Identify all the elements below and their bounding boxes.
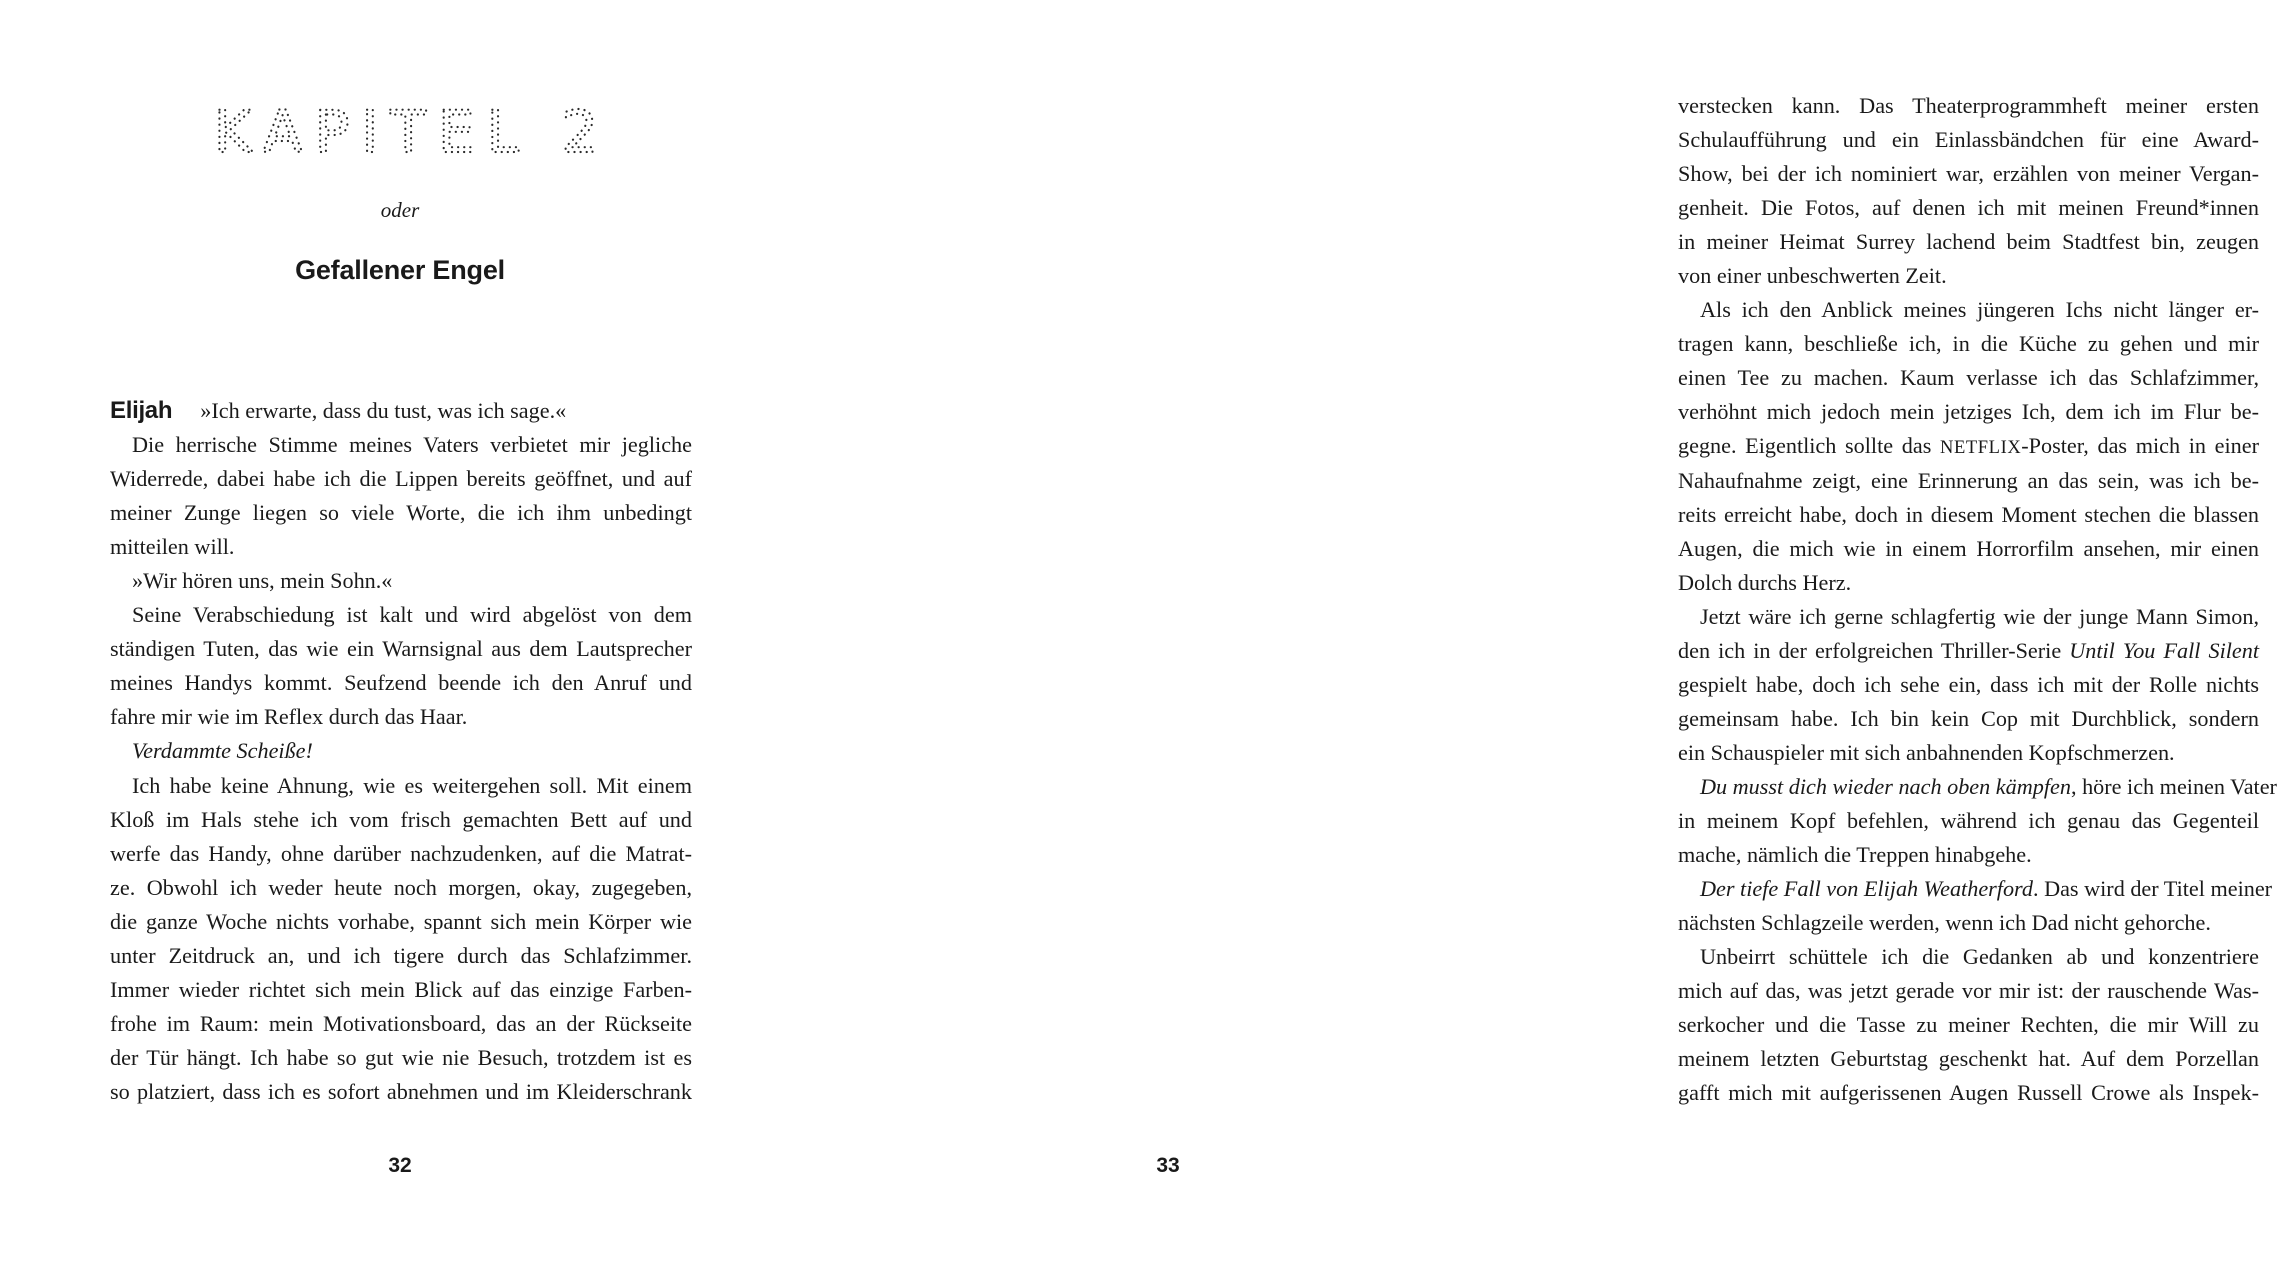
text-line: Widerrede, dabei habe ich die Lippen bereits geöffnet, und auf [110, 466, 692, 492]
page-number: 32 [388, 1154, 412, 1177]
text-line: Die herrische Stimme meines Vaters verbietet mir jegliche [132, 432, 692, 458]
text-line: Schulaufführung und ein Einlassbändchen für eine Award- [1678, 127, 2259, 153]
text-line: gemeinsam habe. Ich bin kein Cop mit Durchblick, sondern [1678, 705, 2259, 731]
text-line: Augen, die mich wie in einem Horrorfilm ansehen, mir einen [1678, 535, 2259, 561]
page-number: 33 [1156, 1154, 1180, 1177]
text-line: Kloß im Hals stehe ich vom frisch gemachten Bett auf und [110, 806, 692, 832]
text-line: Als ich den Anblick meines jüngeren Ichs nicht länger er- [1700, 297, 2259, 323]
text-line: verstecken kann. Das Theaterprogrammheft meiner ersten [1678, 93, 2259, 118]
text-line: nächsten Schlagzeile werden, wenn ich Dad nicht gehorche. [1678, 910, 2211, 936]
text-line: Show, bei der ich nominiert war, erzählen von meiner Vergan- [1678, 161, 2259, 187]
text-line: der Tür hängt. Ich habe so gut wie nie Besuch, trotzdem ist es [110, 1044, 692, 1070]
text-span: den ich in der erfolgreichen Thriller-Serie [1678, 637, 2070, 663]
text-line: so platziert, dass ich es sofort abnehmen und im Kleiderschrank [110, 1078, 692, 1104]
text-line: ze. Obwohl ich weder heute noch morgen, okay, zugegeben, [110, 874, 692, 900]
text-line [1678, 634, 2259, 668]
text-line: mich auf das, was jetzt gerade vor mir ist: der rauschende Was- [1678, 978, 2259, 1004]
text-line: ein Schauspieler mit sich anbahnenden Kopfschmerzen. [1678, 739, 2175, 765]
text-line [1678, 872, 2273, 906]
chapter-label-text: KAPITEL 2 [213, 98, 611, 166]
text-span: -Poster, das mich in einer [2021, 433, 2260, 459]
series-title: Until You Fall Silent [2069, 637, 2260, 663]
text-line: Unbeirrt schüttele ich die Gedanken ab und konzentriere [1700, 944, 2259, 970]
italic-headline: Der tiefe Fall von Elijah Weatherford [1700, 876, 2033, 902]
right-page [800, 0, 2277, 1274]
left-page [0, 0, 800, 1274]
left-body-text [110, 394, 692, 1109]
pov-name: Elijah [110, 397, 173, 424]
text-line: in meiner Heimat Surrey lachend beim Stadtfest bin, zeugen [1678, 229, 2259, 255]
text-line: meines Handys kommt. Seufzend beende ich den Anruf und [110, 670, 692, 696]
text-line: von einer unbeschwerten Zeit. [1678, 263, 1947, 289]
text-line: Immer wieder richtet sich mein Blick auf das einzige Farben- [110, 976, 692, 1002]
italic-thought: Du musst dich wieder nach oben kämpfen [1700, 773, 2071, 799]
text-line [1678, 770, 2277, 804]
netflix-smallcaps: NETFLIX [1940, 438, 2022, 459]
text-line: Nahaufnahme zeigt, eine Erinnerung an das sein, was ich be- [1678, 467, 2259, 493]
text-line: frohe im Raum: mein Motivationsboard, das an der Rückseite [110, 1010, 692, 1036]
text-span: gegne. Eigentlich sollte das [1678, 433, 1941, 459]
text-line: »Wir hören uns, mein Sohn.« [132, 568, 393, 594]
text-line: werfe das Handy, ohne darüber nachzudenken, auf die Matrat- [110, 840, 692, 866]
text-line [1678, 429, 2259, 463]
text-line: Verdammte Scheiße! [132, 738, 313, 764]
text-line: gafft mich mit aufgerissenen Augen Russell Crowe als Inspek- [1678, 1080, 2259, 1106]
text-line: tragen kann, beschließe ich, in die Küche zu gehen und mir [1678, 331, 2259, 357]
text-line: Dolch durchs Herz. [1678, 569, 1852, 595]
text-line: fahre mir wie im Reflex durch das Haar. [110, 704, 468, 730]
text-line: ständigen Tuten, das wie ein Warnsignal aus dem Lautsprecher [110, 636, 692, 662]
text-line: meiner Zunge liegen so viele Worte, die ich ihm unbedingt [110, 500, 692, 526]
text-line: mache, nämlich die Treppen hinabgehe. [1678, 842, 2032, 868]
text-line: meinem letzten Geburtstag geschenkt hat. Auf dem Porzellan [1678, 1046, 2259, 1072]
text-span: . Das wird der Titel meiner [2032, 876, 2273, 902]
chapter-label-dotted [213, 98, 611, 166]
text-line: Jetzt wäre ich gerne schlagfertig wie der junge Mann Simon, [1700, 603, 2259, 629]
chapter-title: Gefallener Engel [295, 255, 505, 285]
text-line: die ganze Woche nichts vorhabe, spannt sich mein Körper wie [110, 908, 692, 934]
text-line: gespielt habe, doch ich sehe ein, dass ich mit der Rolle nichts [1678, 671, 2259, 697]
chapter-label [213, 98, 611, 166]
right-body-text [1678, 89, 2277, 1110]
text-line: reits erreicht habe, doch in diesem Moment stechen die blassen [1678, 501, 2259, 527]
text-line: mitteilen will. [110, 534, 235, 560]
text-span: »Ich erwarte, dass du tust, was ich sage.« [200, 398, 567, 423]
text-line: Ich habe keine Ahnung, wie es weitergehen soll. Mit einem [132, 772, 692, 798]
text-line: serkocher und die Tasse zu meiner Rechten, die mir Will zu [1678, 1012, 2259, 1038]
text-line: einen Tee zu machen. Kaum verlasse ich das Schlafzimmer, [1678, 365, 2259, 391]
text-line: in meinem Kopf befehlen, während ich genau das Gegenteil [1678, 807, 2259, 833]
text-line: verhöhnt mich jedoch mein jetziges Ich, dem ich im Flur be- [1678, 399, 2259, 425]
text-line: Seine Verabschiedung ist kalt und wird abgelöst von dem [132, 602, 692, 628]
text-line: genheit. Die Fotos, auf denen ich mit meinen Freund*innen [1678, 195, 2259, 221]
text-line [110, 394, 692, 428]
chapter-subtitle: oder [380, 198, 420, 222]
text-line: unter Zeitdruck an, und ich tigere durch das Schlafzimmer. [110, 942, 692, 968]
text-span: , höre ich meinen Vater [2070, 773, 2277, 799]
